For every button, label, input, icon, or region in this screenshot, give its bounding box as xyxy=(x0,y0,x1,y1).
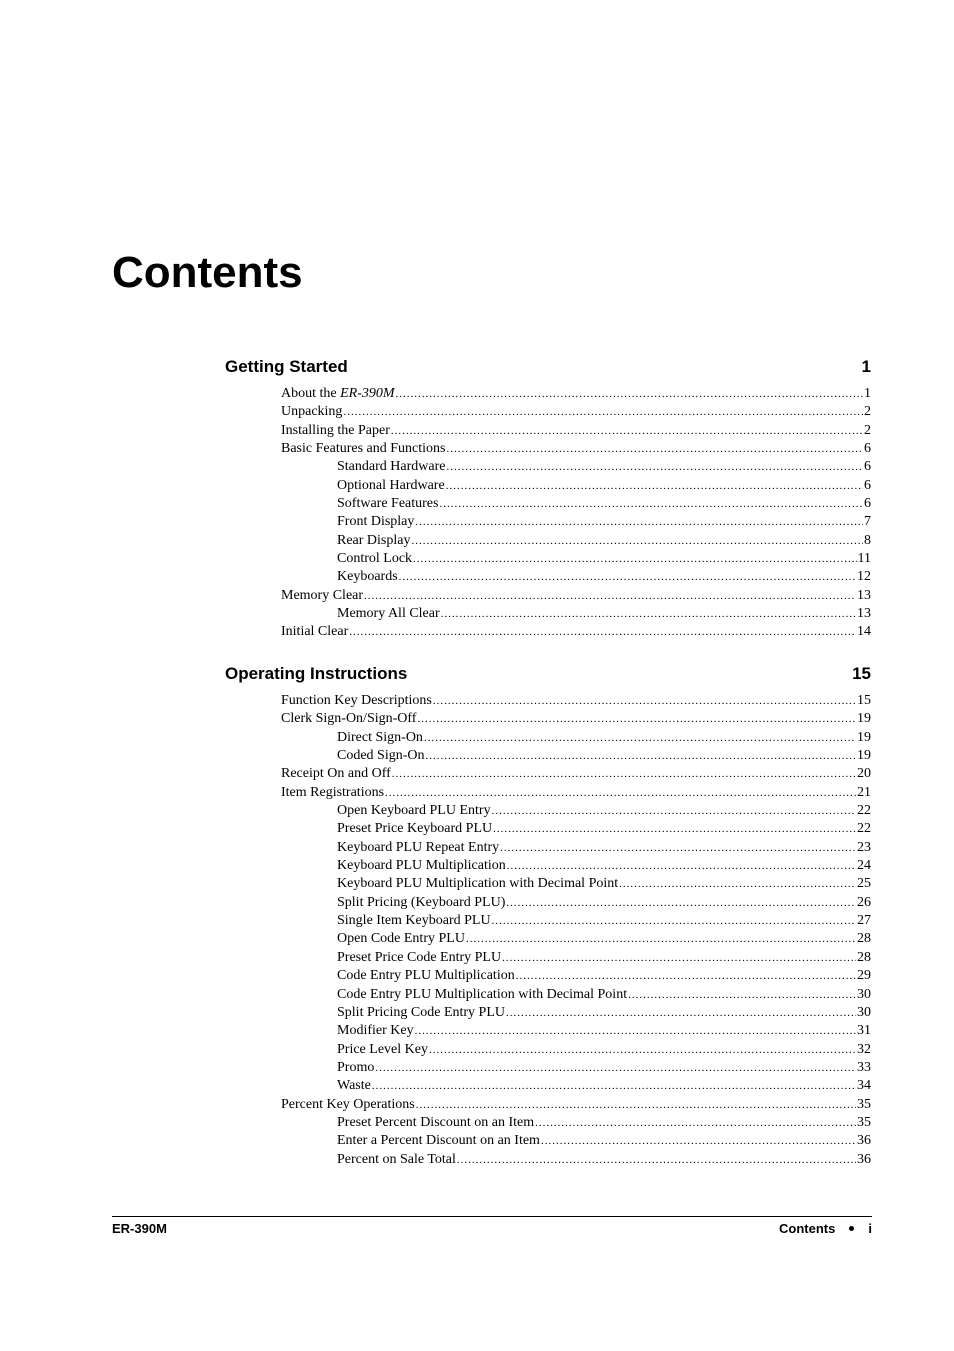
toc-entry-label xyxy=(281,784,384,802)
toc-entry-label-text: Function Key Descriptions xyxy=(281,693,432,708)
toc-entry-label xyxy=(337,820,492,838)
toc-entry[interactable] xyxy=(225,1077,871,1095)
footer-page-number: i xyxy=(868,1221,872,1236)
dot-leader xyxy=(502,949,856,967)
toc-entry-label-text: Modifier Key xyxy=(337,1023,414,1039)
toc-entry-label-text: Percent on Sale Total xyxy=(337,1151,456,1167)
toc-entry-label-text: Preset Percent Discount on an Item xyxy=(337,1114,535,1130)
toc-entry-label xyxy=(337,802,491,820)
toc-entry-page: 25 xyxy=(857,876,871,892)
dot-leader xyxy=(492,912,856,930)
toc-entry[interactable] xyxy=(225,912,871,930)
toc-entry-page: 6 xyxy=(864,459,871,475)
dot-leader xyxy=(493,820,856,838)
dot-leader xyxy=(415,1022,856,1040)
dot-leader xyxy=(441,605,856,623)
toc-entry-label-text: Receipt On and Off xyxy=(281,766,391,782)
toc-entry[interactable] xyxy=(225,495,871,513)
toc-entry-label xyxy=(337,1077,371,1095)
dot-leader xyxy=(399,568,856,586)
toc-entry[interactable] xyxy=(225,385,871,403)
toc-entry-label xyxy=(337,949,501,967)
toc-entry-page: 20 xyxy=(857,766,871,782)
toc-entry-page: 33 xyxy=(857,1059,871,1075)
toc-entry-page: 30 xyxy=(857,986,871,1002)
toc-entry-label-text: Code Entry PLU Multiplication with Decimal Point xyxy=(337,986,628,1002)
toc-entry-label xyxy=(337,967,515,985)
dot-leader xyxy=(446,477,863,495)
toc-entry-label xyxy=(337,1004,505,1022)
toc-entry[interactable] xyxy=(225,986,871,1004)
toc-entry-label-text: Keyboard PLU Repeat Entry xyxy=(337,839,500,855)
toc-entry-label-text: Software Features xyxy=(337,496,439,512)
toc-entry-page: 6 xyxy=(864,441,871,457)
toc-entry[interactable] xyxy=(225,820,871,838)
dot-leader xyxy=(492,802,856,820)
toc-entry-label xyxy=(337,930,465,948)
section-heading-title: Getting Started xyxy=(225,357,348,376)
toc-entry-page: 23 xyxy=(857,839,871,855)
toc-entry-label-text: Clerk Sign-On/Sign-Off xyxy=(281,711,417,727)
toc-entry-page: 13 xyxy=(857,606,871,622)
toc-entry[interactable] xyxy=(225,930,871,948)
toc-entry[interactable] xyxy=(225,747,871,765)
toc-section-getting-started xyxy=(225,356,871,642)
section-heading-page: 15 xyxy=(852,664,871,683)
dot-leader xyxy=(415,513,863,531)
toc-entry-label-text: Split Pricing (Keyboard PLU) xyxy=(337,894,506,910)
toc-entry-label-text: Open Code Entry PLU xyxy=(337,931,465,947)
footer-section-name: Contents xyxy=(779,1221,836,1236)
toc-entry-label-text: About the xyxy=(281,386,341,401)
dot-leader xyxy=(516,967,856,985)
dot-leader xyxy=(396,385,863,403)
toc-entry-page: 30 xyxy=(857,1004,871,1020)
toc-entry-label xyxy=(337,568,398,586)
dot-leader xyxy=(500,839,856,857)
toc-entry[interactable] xyxy=(225,513,871,531)
toc-entry[interactable] xyxy=(225,477,871,495)
toc-entry[interactable] xyxy=(225,784,871,802)
toc-entry-page: 32 xyxy=(857,1041,871,1057)
toc-entry-label-text: Keyboards xyxy=(337,569,398,585)
toc-entry-label-text: Unpacking xyxy=(281,404,343,420)
toc-entry-page: 36 xyxy=(857,1133,871,1149)
dot-leader xyxy=(507,857,856,875)
toc-entry-label xyxy=(337,857,506,875)
toc-entry-page: 11 xyxy=(857,551,871,567)
toc-entry[interactable] xyxy=(225,458,871,476)
toc-entry[interactable] xyxy=(225,710,871,728)
toc-entry[interactable] xyxy=(225,692,871,710)
toc-entry[interactable] xyxy=(225,894,871,912)
toc-entry[interactable] xyxy=(225,949,871,967)
dot-leader xyxy=(429,1041,856,1059)
dot-leader xyxy=(446,440,863,458)
dot-leader xyxy=(433,692,856,710)
toc-entry-page: 21 xyxy=(857,784,871,800)
dot-leader xyxy=(446,458,863,476)
toc-entry-list xyxy=(225,385,871,642)
toc-entry-label xyxy=(337,747,425,765)
toc-entry-label-text: Enter a Percent Discount on an Item xyxy=(337,1133,540,1149)
toc-entry-label xyxy=(337,894,505,912)
dot-leader xyxy=(375,1059,856,1077)
dot-leader xyxy=(343,403,863,421)
dot-leader xyxy=(619,875,856,893)
toc-entry-page: 27 xyxy=(857,913,871,929)
toc-entry-label xyxy=(337,513,414,531)
toc-entry-page: 1 xyxy=(864,386,871,401)
toc-entry-page: 29 xyxy=(857,968,871,984)
toc-entry-page: 24 xyxy=(857,858,871,874)
toc-entry[interactable] xyxy=(225,422,871,440)
toc-entry[interactable] xyxy=(225,1059,871,1077)
toc-entry[interactable] xyxy=(225,568,871,586)
dot-leader xyxy=(411,532,863,550)
toc-entry-label-text: Percent Key Operations xyxy=(281,1096,415,1112)
toc-entry-label xyxy=(281,623,348,641)
dot-leader xyxy=(506,1004,856,1022)
toc-entry-label xyxy=(337,1022,414,1040)
dot-leader xyxy=(391,422,863,440)
toc-entry-page: 36 xyxy=(857,1151,871,1167)
toc-entry-label-text: Preset Price Keyboard PLU xyxy=(337,821,493,837)
toc-entry-page: 6 xyxy=(864,496,871,512)
dot-leader xyxy=(628,986,856,1004)
dot-leader xyxy=(457,1151,856,1169)
toc-entry[interactable] xyxy=(225,1004,871,1022)
dot-leader xyxy=(466,930,856,948)
toc-entry[interactable] xyxy=(225,857,871,875)
toc-entry-label-text: Coded Sign-On xyxy=(337,748,425,764)
toc-entry-label-text: Memory All Clear xyxy=(337,606,440,622)
toc-entry-label xyxy=(337,1059,374,1077)
page-title: Contents xyxy=(112,248,303,297)
toc-entry[interactable] xyxy=(225,605,871,623)
toc-entry-label-text: Direct Sign-On xyxy=(337,729,423,745)
toc-entry-label xyxy=(337,729,423,747)
dot-leader xyxy=(417,710,856,728)
dot-leader xyxy=(439,495,863,513)
toc-entry[interactable] xyxy=(225,532,871,550)
toc-entry-page: 12 xyxy=(857,569,871,585)
toc-entry-label-text: Item Registrations xyxy=(281,784,385,800)
toc-entry-label xyxy=(337,477,445,495)
toc-entry-page: 13 xyxy=(857,587,871,603)
toc-entry-label-text: Promo xyxy=(337,1059,375,1075)
toc-entry-label xyxy=(281,765,391,783)
toc-entry-label xyxy=(337,550,412,568)
toc-entry-label-text: Standard Hardware xyxy=(337,459,446,475)
toc-entry-label xyxy=(281,710,416,728)
dot-leader xyxy=(372,1077,856,1095)
toc-entry-label xyxy=(337,1041,428,1059)
toc-entry-page: 28 xyxy=(857,949,871,965)
toc-entry-page: 22 xyxy=(857,803,871,819)
toc-entry[interactable] xyxy=(225,1022,871,1040)
toc-entry-label-text: Control Lock xyxy=(337,551,413,567)
footer-page-info xyxy=(779,1220,872,1237)
toc-entry-label-text: Installing the Paper xyxy=(281,422,390,438)
toc-entry-list xyxy=(225,692,871,1169)
toc-entry-page: 2 xyxy=(864,422,871,438)
toc-entry[interactable] xyxy=(225,440,871,458)
footer-model: ER-390M xyxy=(112,1221,167,1236)
toc-entry-page: 7 xyxy=(864,514,871,530)
toc-entry-page: 15 xyxy=(857,693,871,708)
toc-entry-page: 31 xyxy=(857,1023,871,1039)
toc-entry[interactable] xyxy=(225,1114,871,1132)
toc-entry-label-text: Preset Price Code Entry PLU xyxy=(337,949,502,965)
dot-leader xyxy=(424,729,856,747)
toc-entry-label xyxy=(281,385,395,403)
toc-entry[interactable] xyxy=(225,403,871,421)
footer-divider xyxy=(112,1216,872,1217)
toc-entry[interactable] xyxy=(225,875,871,893)
toc-entry[interactable] xyxy=(225,623,871,641)
toc-entry-label xyxy=(337,532,410,550)
toc-entry-label xyxy=(337,495,438,513)
toc-entry-page: 8 xyxy=(864,532,871,548)
toc-entry[interactable] xyxy=(225,550,871,568)
toc-entry[interactable] xyxy=(225,1151,871,1169)
toc-entry-label-text: Price Level Key xyxy=(337,1041,428,1057)
toc-entry-label xyxy=(337,875,618,893)
toc-entry[interactable] xyxy=(225,802,871,820)
toc-entry-page: 19 xyxy=(857,729,871,745)
toc-entry-label xyxy=(281,1096,415,1114)
toc-entry[interactable] xyxy=(225,839,871,857)
toc-entry-label xyxy=(281,440,445,458)
section-heading-title: Operating Instructions xyxy=(225,664,408,683)
toc-entry[interactable] xyxy=(225,729,871,747)
dot-leader xyxy=(385,784,856,802)
toc-entry-page: 26 xyxy=(857,894,871,910)
dot-leader xyxy=(349,623,856,641)
toc-entry-label xyxy=(337,1151,456,1169)
toc-entry-page: 19 xyxy=(857,748,871,764)
toc-entry-label xyxy=(337,605,440,623)
toc-entry-page: 2 xyxy=(864,404,871,420)
dot-leader xyxy=(426,747,857,765)
toc-entry-page: 22 xyxy=(857,821,871,837)
toc-entry-label xyxy=(281,403,342,421)
toc-entry-label xyxy=(337,1114,534,1132)
toc-entry[interactable] xyxy=(225,1132,871,1150)
toc-entry-page: 28 xyxy=(857,931,871,947)
toc-section-operating-instructions xyxy=(225,663,871,1169)
toc-entry-label-text: Basic Features and Functions xyxy=(281,441,446,457)
toc-entry-label-text: Single Item Keyboard PLU xyxy=(337,913,491,929)
toc-entry-label xyxy=(337,986,627,1004)
toc-entry-page: 35 xyxy=(857,1096,871,1112)
toc-entry-page: 6 xyxy=(864,477,871,493)
toc-entry-label-emphasis: ER-390M xyxy=(340,386,395,401)
bullet-icon xyxy=(849,1226,854,1231)
section-heading[interactable] xyxy=(225,356,871,378)
toc-entry-page: 14 xyxy=(857,624,871,640)
toc-entry[interactable] xyxy=(225,1041,871,1059)
toc-entry-label-text: Split Pricing Code Entry PLU xyxy=(337,1004,505,1020)
toc-entry-page: 19 xyxy=(857,711,871,727)
toc-entry-label xyxy=(337,458,445,476)
toc-entry-label-text: Rear Display xyxy=(337,532,411,548)
toc-entry[interactable] xyxy=(225,967,871,985)
toc-entry-label-text: Optional Hardware xyxy=(337,477,445,493)
dot-leader xyxy=(541,1132,856,1150)
toc-entry[interactable] xyxy=(225,765,871,783)
section-heading-page: 1 xyxy=(861,357,871,376)
toc-entry-page: 35 xyxy=(857,1114,871,1130)
dot-leader xyxy=(506,894,856,912)
toc-entry-label xyxy=(337,912,491,930)
toc-entry-label-text: Open Keyboard PLU Entry xyxy=(337,803,491,819)
dot-leader xyxy=(364,587,856,605)
dot-leader xyxy=(392,765,856,783)
toc-entry[interactable] xyxy=(225,1096,871,1114)
section-heading[interactable] xyxy=(225,663,871,685)
dot-leader xyxy=(413,550,856,568)
toc-entry-label xyxy=(337,1132,540,1150)
toc-entry[interactable] xyxy=(225,587,871,605)
toc-entry-label-text: Front Display xyxy=(337,514,415,530)
toc-entry-label-text: Waste xyxy=(337,1078,371,1094)
toc-entry-label-text: Memory Clear xyxy=(281,587,364,603)
toc-entry-label-text: Keyboard PLU Multiplication with Decimal Point xyxy=(337,876,619,892)
dot-leader xyxy=(535,1114,856,1132)
toc-entry-label xyxy=(337,839,499,857)
toc-entry-label-text: Initial Clear xyxy=(281,624,349,640)
toc-entry-label xyxy=(281,587,363,605)
toc-entry-label xyxy=(281,422,390,440)
toc-entry-label xyxy=(281,692,432,710)
toc-entry-label-text: Code Entry PLU Multiplication xyxy=(337,968,515,984)
toc-entry-label-text: Keyboard PLU Multiplication xyxy=(337,858,506,874)
toc-entry-page: 34 xyxy=(857,1078,871,1094)
dot-leader xyxy=(416,1096,856,1114)
